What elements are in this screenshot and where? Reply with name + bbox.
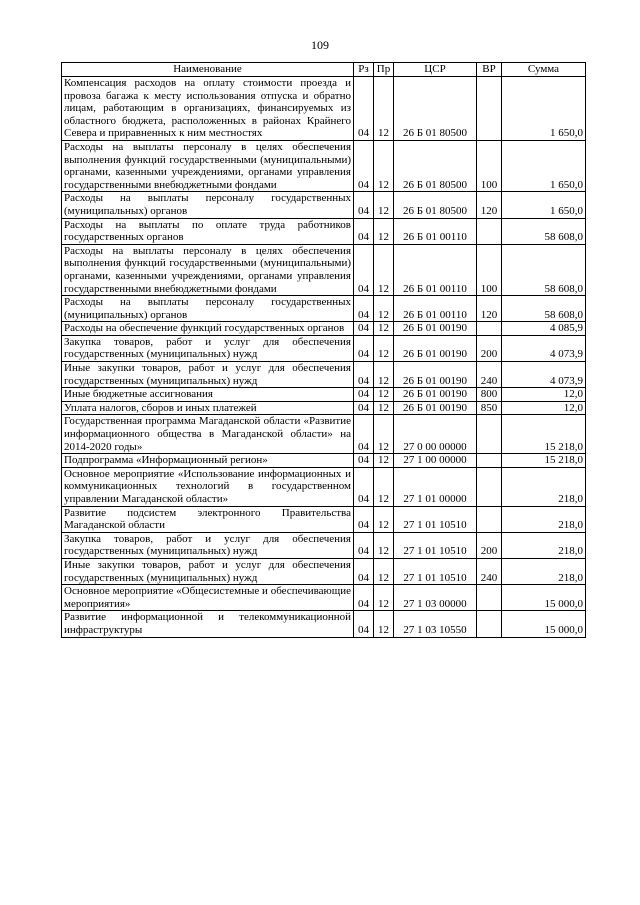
table-row bbox=[62, 322, 586, 336]
cell-name: Закупка товаров, работ и услуг для обеспечения государственных (муниципальных) нужд bbox=[62, 532, 354, 558]
cell-sum: 58 608,0 bbox=[502, 296, 586, 322]
cell-name: Основное мероприятие «Использование информационных и коммуникационных технологий в государственном управлении Магаданской области» bbox=[62, 467, 354, 506]
cell-sum: 12,0 bbox=[502, 401, 586, 415]
cell-csr: 26 Б 01 00190 bbox=[394, 335, 477, 361]
cell-vr: 100 bbox=[477, 244, 502, 295]
cell-name: Расходы на выплаты персоналу в целях обеспечения выполнения функций государственными (муниципальными) органами, казенными учреждениями, органами управления государственными внебюджетными фондами bbox=[62, 244, 354, 295]
cell-vr bbox=[477, 415, 502, 454]
cell-pr: 12 bbox=[374, 362, 394, 388]
cell-pr: 12 bbox=[374, 467, 394, 506]
cell-rz: 04 bbox=[354, 296, 374, 322]
column-header-pr: Пр bbox=[374, 63, 394, 77]
cell-rz: 04 bbox=[354, 140, 374, 191]
cell-name: Развитие подсистем электронного Правительства Магаданской области bbox=[62, 506, 354, 532]
cell-name: Закупка товаров, работ и услуг для обеспечения государственных (муниципальных) нужд bbox=[62, 335, 354, 361]
cell-pr: 12 bbox=[374, 532, 394, 558]
cell-name: Иные закупки товаров, работ и услуг для обеспечения государственных (муниципальных) нужд bbox=[62, 558, 354, 584]
cell-name: Иные бюджетные ассигнования bbox=[62, 388, 354, 402]
cell-vr: 850 bbox=[477, 401, 502, 415]
cell-vr: 120 bbox=[477, 192, 502, 218]
cell-vr bbox=[477, 506, 502, 532]
cell-vr: 120 bbox=[477, 296, 502, 322]
cell-pr: 12 bbox=[374, 322, 394, 336]
cell-rz: 04 bbox=[354, 335, 374, 361]
cell-vr: 240 bbox=[477, 558, 502, 584]
cell-rz: 04 bbox=[354, 362, 374, 388]
table-row bbox=[62, 558, 586, 584]
cell-sum: 1 650,0 bbox=[502, 140, 586, 191]
cell-sum: 58 608,0 bbox=[502, 218, 586, 244]
cell-csr: 26 Б 01 80500 bbox=[394, 140, 477, 191]
cell-pr: 12 bbox=[374, 218, 394, 244]
cell-vr bbox=[477, 611, 502, 637]
cell-rz: 04 bbox=[354, 388, 374, 402]
cell-name: Уплата налогов, сборов и иных платежей bbox=[62, 401, 354, 415]
cell-name: Расходы на выплаты по оплате труда работников государственных органов bbox=[62, 218, 354, 244]
table-row bbox=[62, 506, 586, 532]
column-header-vr: ВР bbox=[477, 63, 502, 77]
column-header-csr: ЦСР bbox=[394, 63, 477, 77]
cell-sum: 15 218,0 bbox=[502, 454, 586, 468]
cell-pr: 12 bbox=[374, 77, 394, 141]
cell-rz: 04 bbox=[354, 401, 374, 415]
cell-rz: 04 bbox=[354, 77, 374, 141]
table-row bbox=[62, 335, 586, 361]
cell-pr: 12 bbox=[374, 558, 394, 584]
table-row bbox=[62, 77, 586, 141]
cell-vr bbox=[477, 454, 502, 468]
cell-vr bbox=[477, 467, 502, 506]
table-row bbox=[62, 611, 586, 637]
cell-csr: 26 Б 01 00110 bbox=[394, 244, 477, 295]
cell-sum: 218,0 bbox=[502, 558, 586, 584]
table-body bbox=[62, 77, 586, 638]
table-row bbox=[62, 401, 586, 415]
cell-pr: 12 bbox=[374, 140, 394, 191]
table-row bbox=[62, 218, 586, 244]
table-header-row bbox=[62, 63, 586, 77]
column-header-rz: Рз bbox=[354, 63, 374, 77]
table-row bbox=[62, 454, 586, 468]
cell-sum: 4 073,9 bbox=[502, 335, 586, 361]
cell-pr: 12 bbox=[374, 244, 394, 295]
table-row bbox=[62, 388, 586, 402]
cell-vr: 240 bbox=[477, 362, 502, 388]
cell-csr: 26 Б 01 80500 bbox=[394, 192, 477, 218]
cell-sum: 218,0 bbox=[502, 506, 586, 532]
cell-csr: 26 Б 01 00190 bbox=[394, 362, 477, 388]
table-row bbox=[62, 296, 586, 322]
cell-rz: 04 bbox=[354, 611, 374, 637]
cell-rz: 04 bbox=[354, 506, 374, 532]
cell-csr: 27 1 01 10510 bbox=[394, 532, 477, 558]
cell-sum: 15 000,0 bbox=[502, 611, 586, 637]
cell-rz: 04 bbox=[354, 467, 374, 506]
cell-sum: 1 650,0 bbox=[502, 192, 586, 218]
cell-name: Компенсация расходов на оплату стоимости проезда и провоза багажа к месту использования отпуска и обратно лицам, работающим в организациях, финансируемых из областного бюджета, расположенных в районах Крайнего Севера и приравненных к ним местностях bbox=[62, 77, 354, 141]
cell-rz: 04 bbox=[354, 218, 374, 244]
cell-sum: 1 650,0 bbox=[502, 77, 586, 141]
cell-sum: 15 000,0 bbox=[502, 585, 586, 611]
cell-csr: 27 1 01 10510 bbox=[394, 558, 477, 584]
cell-pr: 12 bbox=[374, 335, 394, 361]
cell-sum: 4 073,9 bbox=[502, 362, 586, 388]
cell-csr: 27 1 01 00000 bbox=[394, 467, 477, 506]
table-row bbox=[62, 467, 586, 506]
cell-sum: 218,0 bbox=[502, 467, 586, 506]
column-header-name: Наименование bbox=[62, 63, 354, 77]
cell-csr: 26 Б 01 00110 bbox=[394, 218, 477, 244]
cell-pr: 12 bbox=[374, 585, 394, 611]
cell-name: Подпрограмма «Информационный регион» bbox=[62, 454, 354, 468]
cell-sum: 4 085,9 bbox=[502, 322, 586, 336]
table-row bbox=[62, 140, 586, 191]
cell-csr: 27 1 03 10550 bbox=[394, 611, 477, 637]
cell-pr: 12 bbox=[374, 506, 394, 532]
cell-name: Государственная программа Магаданской области «Развитие информационного общества в Магаданской области» на 2014-2020 годы» bbox=[62, 415, 354, 454]
cell-rz: 04 bbox=[354, 244, 374, 295]
cell-pr: 12 bbox=[374, 192, 394, 218]
cell-pr: 12 bbox=[374, 611, 394, 637]
cell-rz: 04 bbox=[354, 415, 374, 454]
cell-vr: 100 bbox=[477, 140, 502, 191]
table-row bbox=[62, 362, 586, 388]
cell-pr: 12 bbox=[374, 296, 394, 322]
cell-csr: 27 1 01 10510 bbox=[394, 506, 477, 532]
cell-rz: 04 bbox=[354, 532, 374, 558]
cell-vr: 200 bbox=[477, 335, 502, 361]
cell-sum: 12,0 bbox=[502, 388, 586, 402]
column-header-sum: Сумма bbox=[502, 63, 586, 77]
cell-rz: 04 bbox=[354, 558, 374, 584]
cell-csr: 26 Б 01 00190 bbox=[394, 388, 477, 402]
cell-pr: 12 bbox=[374, 401, 394, 415]
cell-vr: 200 bbox=[477, 532, 502, 558]
cell-sum: 58 608,0 bbox=[502, 244, 586, 295]
cell-name: Иные закупки товаров, работ и услуг для обеспечения государственных (муниципальных) нужд bbox=[62, 362, 354, 388]
table-row bbox=[62, 244, 586, 295]
budget-table bbox=[61, 62, 586, 638]
cell-name: Расходы на обеспечение функций государственных органов bbox=[62, 322, 354, 336]
cell-pr: 12 bbox=[374, 454, 394, 468]
table-row bbox=[62, 192, 586, 218]
cell-sum: 15 218,0 bbox=[502, 415, 586, 454]
cell-csr: 27 1 03 00000 bbox=[394, 585, 477, 611]
cell-rz: 04 bbox=[354, 454, 374, 468]
table-row bbox=[62, 585, 586, 611]
cell-vr: 800 bbox=[477, 388, 502, 402]
cell-vr bbox=[477, 77, 502, 141]
cell-rz: 04 bbox=[354, 192, 374, 218]
cell-csr: 26 Б 01 00190 bbox=[394, 401, 477, 415]
cell-csr: 27 0 00 00000 bbox=[394, 415, 477, 454]
cell-sum: 218,0 bbox=[502, 532, 586, 558]
cell-name: Расходы на выплаты персоналу в целях обеспечения выполнения функций государственными (муниципальными) органами, казенными учреждениями, органами управления государственными внебюджетными фондами bbox=[62, 140, 354, 191]
cell-rz: 04 bbox=[354, 585, 374, 611]
cell-vr bbox=[477, 585, 502, 611]
cell-csr: 27 1 00 00000 bbox=[394, 454, 477, 468]
cell-csr: 26 Б 01 00190 bbox=[394, 322, 477, 336]
table-row bbox=[62, 415, 586, 454]
cell-pr: 12 bbox=[374, 415, 394, 454]
cell-pr: 12 bbox=[374, 388, 394, 402]
cell-csr: 26 Б 01 80500 bbox=[394, 77, 477, 141]
table-row bbox=[62, 532, 586, 558]
cell-vr bbox=[477, 218, 502, 244]
cell-name: Развитие информационной и телекоммуникационной инфраструктуры bbox=[62, 611, 354, 637]
cell-vr bbox=[477, 322, 502, 336]
cell-name: Основное мероприятие «Общесистемные и обеспечивающие мероприятия» bbox=[62, 585, 354, 611]
cell-name: Расходы на выплаты персоналу государственных (муниципальных) органов bbox=[62, 296, 354, 322]
cell-csr: 26 Б 01 00110 bbox=[394, 296, 477, 322]
page-number: 109 bbox=[311, 38, 329, 52]
cell-name: Расходы на выплаты персоналу государственных (муниципальных) органов bbox=[62, 192, 354, 218]
cell-rz: 04 bbox=[354, 322, 374, 336]
